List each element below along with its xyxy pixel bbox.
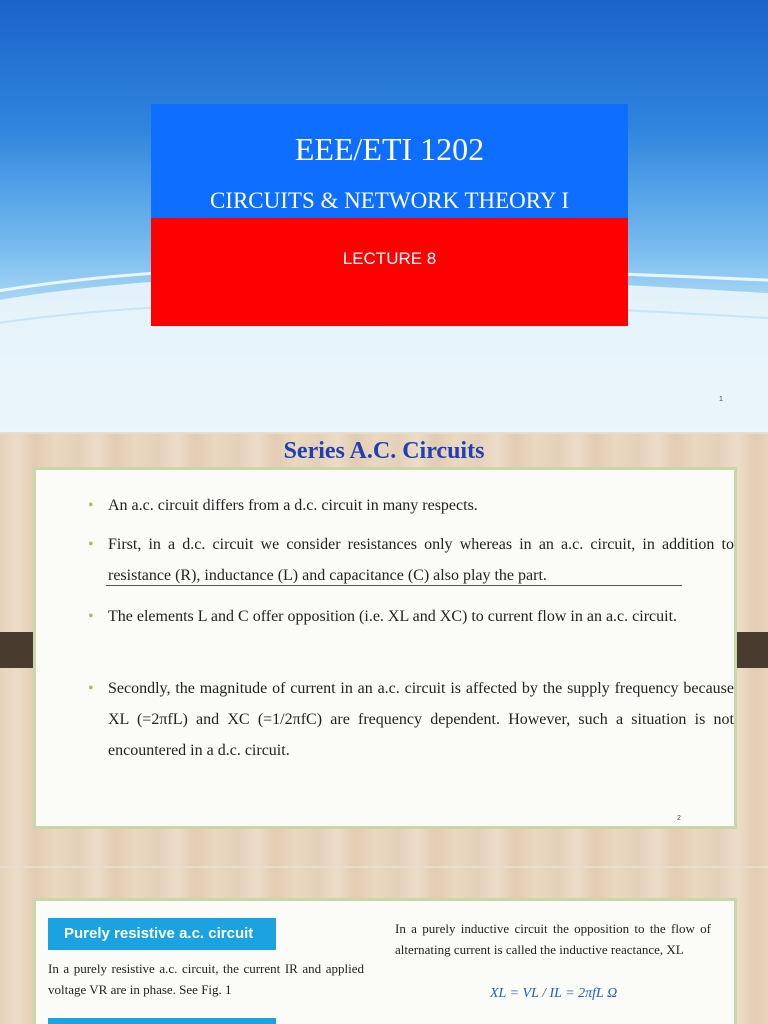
bullet-icon: • [88,680,94,697]
reactance-formula: XL = VL / IL = 2πfL Ω [490,986,618,1001]
page-number: 2 [677,815,681,822]
divider [106,585,682,586]
bullet-icon: • [88,536,94,553]
series-ac-slide [0,434,768,866]
course-code: EEE/ETI 1202 [294,131,485,167]
content-panel: • An a.c. circuit differs from a d.c. circuit in many respects. • First, in a d.c. circuit we consider resistances only whereas in an a.c. circuit, in addition to resistance (R), inductance (L) and capacitance (C) also play the part. • The elements L and C offer opposition (i.e. XL and XC) to current flow in an a.c. circuit. • Secondly, the magnitude of current in an a.c. circuit is affected by the supply frequency because XL (=2πfL) and XC (=1/2πfC) are frequency dependent. However, such a situation is not encountered in a d.c. circuit. 2 [33,467,737,829]
inductive-description: In a purely inductive circuit the opposition to the flow of alternating current is called the inductive reactance, XL [395,921,711,957]
lecture-label: LECTURE 8 [342,249,437,268]
resistive-description: In a purely resistive a.c. circuit, the current IR and applied voltage VR are in phase. See Fig. 1 [48,961,364,997]
resistive-inductive-slide [0,868,768,1024]
bullet-icon: • [88,497,94,514]
page-number: 1 [719,396,723,403]
heading-strip [48,1018,276,1024]
section-heading: Purely resistive a.c. circuit [48,918,276,950]
slide-title: Series A.C. Circuits [283,438,485,464]
bullet-icon: • [88,608,94,625]
course-title-box [151,104,628,218]
title-slide [0,0,768,432]
lecture-box [151,218,628,326]
course-name: CIRCUITS & NETWORK THEORY I [209,188,570,213]
